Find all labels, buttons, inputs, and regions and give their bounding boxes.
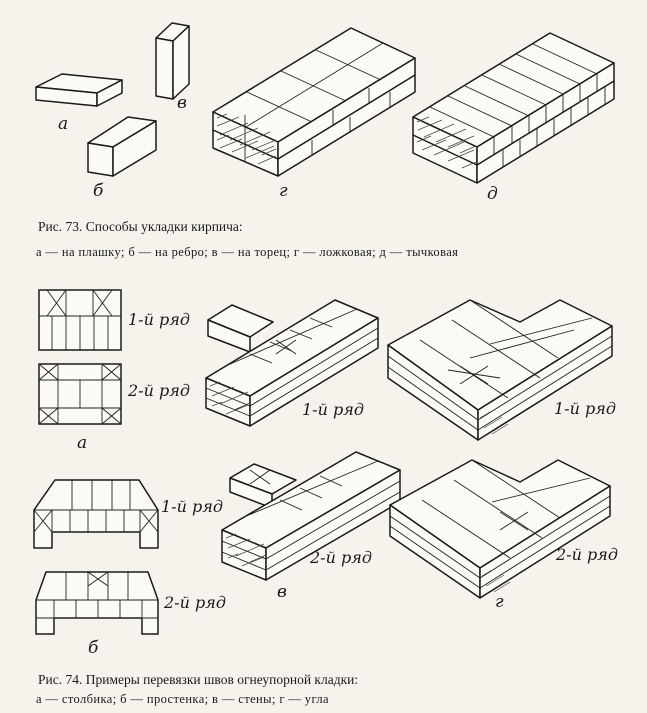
figure73-legend: а — на плашку; б — на ребро; в — на торец; г — ложковая; д — тычковая bbox=[36, 245, 459, 259]
row2-label-wall: 2-й ряд bbox=[310, 548, 372, 567]
label-74-a: а bbox=[77, 433, 88, 453]
label-74-g: г bbox=[495, 592, 504, 612]
header-wall-drawing bbox=[413, 33, 614, 183]
brick-on-edge-drawing bbox=[88, 117, 156, 176]
label-g: г bbox=[279, 181, 288, 201]
brick-on-end-drawing bbox=[156, 23, 189, 99]
label-a: а bbox=[58, 114, 69, 134]
row1-label-corner: 1-й ряд bbox=[554, 399, 616, 418]
label-d: д bbox=[487, 184, 498, 204]
row1-label-wall: 1-й ряд bbox=[302, 400, 364, 419]
pier-row2-plan bbox=[36, 572, 158, 634]
row2-label-pier: 2-й ряд bbox=[164, 593, 226, 612]
label-v: в bbox=[177, 93, 187, 113]
row2-label-corner: 2-й ряд bbox=[556, 545, 618, 564]
label-74-v: в bbox=[277, 582, 287, 602]
label-74-b: б bbox=[88, 638, 99, 658]
figure73-caption: Рис. 73. Способы укладки кирпича: bbox=[38, 219, 243, 234]
stretcher-wall-drawing bbox=[213, 28, 415, 176]
row1-label-pier: 1-й ряд bbox=[161, 497, 223, 516]
brick-flat-drawing bbox=[36, 74, 122, 106]
figure74-caption: Рис. 74. Примеры перевязки швов огнеупорной кладки: bbox=[38, 672, 359, 687]
column-row2-plan bbox=[39, 364, 121, 424]
pier-row1-plan bbox=[34, 480, 158, 548]
column-row1-plan bbox=[39, 290, 121, 350]
corner-row2-drawing bbox=[390, 460, 610, 598]
row2-label-column: 2-й ряд bbox=[128, 381, 190, 400]
row1-label-column: 1-й ряд bbox=[128, 310, 190, 329]
label-b: б bbox=[93, 181, 104, 201]
corner-row1-drawing bbox=[388, 300, 612, 440]
figure74-legend: а — столбика; б — простенка; в — стены; г — угла bbox=[36, 692, 329, 706]
